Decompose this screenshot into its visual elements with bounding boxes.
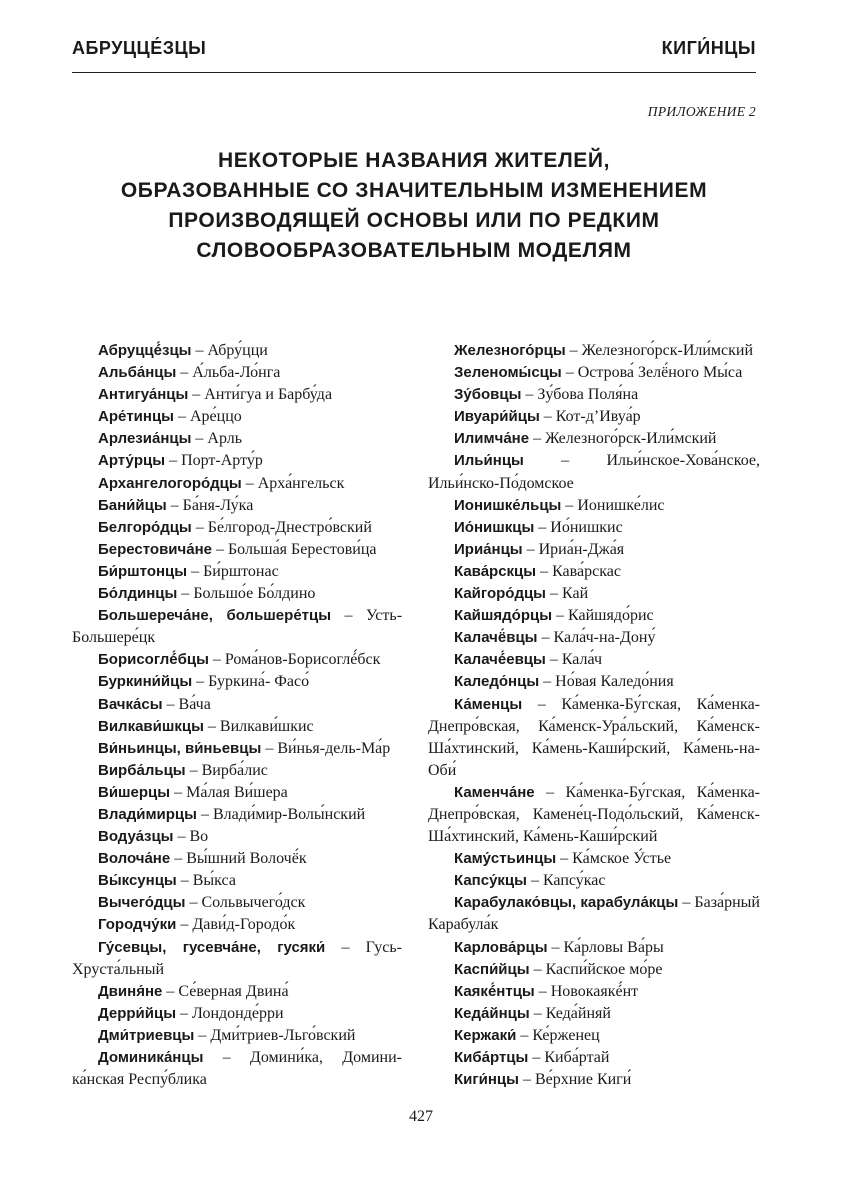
entry-source-name: Арха́нгельск bbox=[257, 474, 345, 492]
dictionary-entry bbox=[72, 870, 402, 892]
entry-headword: Каякé́нтцы bbox=[454, 982, 535, 1000]
entry-headword: Доминика́нцы bbox=[98, 1049, 204, 1066]
entry-separator: – bbox=[545, 651, 562, 669]
entry-source-name: Буркина́- Фасо́ bbox=[208, 673, 310, 691]
dictionary-entry bbox=[428, 1025, 760, 1047]
entry-headword: Городчу́ки bbox=[98, 916, 177, 934]
dictionary-entry bbox=[72, 826, 402, 848]
dictionary-entry bbox=[428, 937, 760, 959]
entry-headword: Вы́ксунцы bbox=[98, 872, 177, 890]
entry-headword: Буркини́йцы bbox=[98, 673, 193, 691]
entry-source-name: Кала́ч bbox=[561, 651, 603, 669]
entry-headword: Киги́нцы bbox=[454, 1071, 519, 1089]
entry-separator: – bbox=[529, 1004, 546, 1022]
entry-source-name: Бе́лгород-Днестро́вский bbox=[207, 518, 372, 536]
dictionary-entry bbox=[72, 362, 402, 384]
entry-separator: – bbox=[325, 938, 366, 956]
dictionary-entry bbox=[428, 539, 760, 561]
entry-separator: – bbox=[534, 783, 566, 801]
entry-headword: Дми́триевцы bbox=[98, 1026, 195, 1044]
dictionary-entry bbox=[72, 782, 402, 804]
entry-headword: Каспи́йцы bbox=[454, 960, 530, 978]
entry-separator: – bbox=[537, 629, 554, 647]
entry-source-name: Дми́триев-Льго́вский bbox=[210, 1026, 356, 1044]
entry-headword: Кайшядо́рцы bbox=[454, 607, 553, 625]
entry-source-name: Ка́рловы Ва́ры bbox=[563, 938, 664, 956]
dictionary-entry bbox=[72, 937, 402, 981]
entry-separator: – bbox=[176, 872, 193, 890]
entry-separator: – bbox=[523, 452, 607, 470]
entry-headword: Илимча́не bbox=[454, 430, 530, 448]
entry-separator: – bbox=[187, 562, 204, 580]
entry-headword: Капсу́кцы bbox=[454, 872, 527, 890]
entry-source-name: Но́вая Каледо́ния bbox=[555, 673, 674, 691]
entry-separator: – bbox=[192, 673, 209, 691]
dictionary-entry bbox=[72, 671, 402, 693]
dictionary-entry bbox=[72, 738, 402, 760]
entry-separator: – bbox=[522, 540, 539, 558]
entry-separator: – bbox=[185, 894, 202, 912]
entry-separator: – bbox=[561, 496, 578, 514]
entry-separator: – bbox=[191, 430, 208, 448]
entry-source-name: Киба́ртай bbox=[544, 1049, 610, 1066]
entry-source-name: Би́рштонас bbox=[203, 562, 279, 580]
entry-separator: – bbox=[211, 540, 228, 558]
entry-source-name: Арль bbox=[207, 430, 243, 448]
entry-separator: – bbox=[536, 562, 553, 580]
dictionary-entry bbox=[428, 561, 760, 583]
dictionary-entry bbox=[428, 981, 760, 1003]
dictionary-entry bbox=[72, 340, 402, 362]
entry-separator: – bbox=[177, 585, 194, 603]
entry-source-name: Каспи́йское мо́ре bbox=[545, 960, 663, 978]
entry-source-name: Анти́гуа и Барбу́да bbox=[204, 386, 333, 404]
dictionary-entry bbox=[428, 428, 760, 450]
entry-source-name: Ба́ня-Лу́ка bbox=[182, 496, 254, 514]
entry-headword: Антигуа́нцы bbox=[98, 386, 189, 404]
entry-separator: – bbox=[534, 518, 551, 536]
entry-separator: – bbox=[678, 894, 695, 912]
entry-source-name: Усть-Большере́цк bbox=[72, 607, 403, 647]
dictionary-entry bbox=[72, 1047, 402, 1091]
entry-separator: – bbox=[518, 1071, 535, 1089]
entry-headword: Волоча́не bbox=[98, 850, 171, 868]
entry-source-name: Больша́я Берестови́ца bbox=[227, 540, 377, 558]
entry-headword: Ви́ньинцы, ви́ньевцы bbox=[98, 739, 262, 757]
dictionary-entry bbox=[428, 892, 760, 936]
dictionary-entry bbox=[428, 671, 760, 693]
entry-source-name: Се́верная Двина́ bbox=[178, 982, 289, 1000]
dictionary-entry bbox=[72, 539, 402, 561]
entry-headword: Арту́рцы bbox=[98, 452, 166, 470]
dictionary-entry bbox=[428, 362, 760, 384]
entry-headword: Ивуари́йцы bbox=[454, 408, 540, 426]
appendix-label: ПРИЛОЖЕНИЕ 2 bbox=[647, 104, 756, 119]
dictionary-entry bbox=[72, 605, 402, 649]
entry-headword: Вилкави́шкцы bbox=[98, 717, 204, 735]
entry-headword: Белгоро́дцы bbox=[98, 518, 192, 536]
entry-separator: – bbox=[261, 739, 278, 757]
entry-headword: Ка́менцы bbox=[454, 695, 523, 713]
entry-headword: Бани́йцы bbox=[98, 496, 167, 514]
entry-headword: Аре́тинцы bbox=[98, 408, 174, 426]
entry-headword: Берестовича́не bbox=[98, 540, 212, 558]
entry-separator: – bbox=[203, 717, 220, 735]
entry-separator: – bbox=[529, 430, 546, 448]
dictionary-entry bbox=[72, 760, 402, 782]
dictionary-entry bbox=[72, 384, 402, 406]
entry-separator: – bbox=[176, 1004, 193, 1022]
dictionary-entry bbox=[428, 406, 760, 428]
entry-source-name: Влади́мир-Волы́нский bbox=[212, 805, 366, 823]
entry-separator: – bbox=[556, 850, 573, 868]
entry-headword: Двиня́не bbox=[98, 982, 163, 1000]
entry-source-name: Дави́д-Городо́к bbox=[192, 916, 296, 934]
entry-headword: Абруццé́зцы bbox=[98, 342, 192, 359]
entry-separator: – bbox=[174, 408, 190, 426]
entry-separator: – bbox=[529, 960, 546, 978]
entry-source-name: Кала́ч-на-Дону́ bbox=[553, 629, 656, 647]
entry-separator: – bbox=[191, 342, 208, 359]
dictionary-entry bbox=[428, 782, 760, 848]
entry-separator: – bbox=[162, 982, 179, 1000]
dictionary-entry bbox=[72, 473, 402, 495]
dictionary-entry bbox=[428, 1047, 760, 1069]
title-line: СЛОВООБРАЗОВАТЕЛЬНЫМ МОДЕЛЯМ bbox=[196, 239, 632, 262]
entry-source-name: Большо́е Бо́лдино bbox=[193, 585, 316, 603]
entry-separator: – bbox=[521, 386, 538, 404]
entry-source-name: Рома́нов-Борисоглé́бск bbox=[224, 651, 381, 669]
entry-source-name: Ка́менка-Бу́гская, Ка́менка-Днепро́вская, Камене́ц-Подо́льский, Ка́менск-Ша́хтинский, Ка́мень-Каши́рский bbox=[428, 783, 760, 846]
entry-source-name: Ио́нишкис bbox=[550, 518, 623, 536]
dictionary-entry bbox=[72, 804, 402, 826]
page-number: 427 bbox=[409, 1108, 433, 1125]
page-title bbox=[72, 146, 756, 266]
entry-headword: Киба́ртцы bbox=[454, 1049, 529, 1066]
entry-headword: Кеда́йнцы bbox=[454, 1004, 530, 1022]
entry-source-name: Ка́менка-Бу́гская, Ка́менка-Днепро́вская, Ка́менск-Ура́льский, Ка́менск-Ша́хтинский, Ка́мень-Каши́рский, Ка́мень-на-Оби́ bbox=[428, 695, 760, 779]
entry-headword: Ио́нишкцы bbox=[454, 518, 535, 536]
entry-headword: Железного́рцы bbox=[454, 342, 566, 359]
entry-separator: – bbox=[546, 585, 562, 603]
dictionary-entry bbox=[428, 627, 760, 649]
entry-headword: Водуа́зцы bbox=[98, 828, 174, 846]
entry-headword: Альба́нцы bbox=[98, 364, 177, 382]
dictionary-entry bbox=[72, 848, 402, 870]
running-head-left: АБРУЦЦЕ́ЗЦЫ bbox=[72, 38, 207, 58]
entry-source-name: Ма́лая Ви́шера bbox=[186, 783, 288, 801]
dictionary-entry bbox=[428, 340, 760, 362]
entry-source-name: Абру́цци bbox=[207, 342, 268, 359]
entry-source-name: Во bbox=[189, 828, 209, 846]
entry-headword: Калачé́евцы bbox=[454, 651, 546, 669]
entry-headword: Бо́лдинцы bbox=[98, 585, 178, 603]
dictionary-entry bbox=[72, 914, 402, 936]
dictionary-entry bbox=[72, 450, 402, 472]
entry-source-name: Кай bbox=[562, 585, 589, 603]
dictionary-entry bbox=[72, 428, 402, 450]
dictionary-entry bbox=[428, 870, 760, 892]
dictionary-entry bbox=[72, 649, 402, 671]
entry-headword: Вачка́сы bbox=[98, 695, 163, 713]
entry-source-name: Железного́рск-Или́мский bbox=[545, 430, 717, 448]
entry-source-name: Вирба́лис bbox=[201, 761, 268, 779]
entry-headword: Каледо́нцы bbox=[454, 673, 540, 691]
left-column bbox=[72, 340, 402, 1091]
dictionary-entry bbox=[72, 561, 402, 583]
entry-separator: – bbox=[539, 673, 556, 691]
entry-source-name: Ке́рженец bbox=[532, 1026, 600, 1044]
entry-source-name: Ве́рхние Киги́ bbox=[534, 1071, 632, 1089]
entry-separator: – bbox=[203, 1049, 250, 1066]
entry-source-name: Гусь-Хруста́льный bbox=[72, 938, 402, 978]
entry-separator: – bbox=[241, 474, 258, 492]
running-head-right: КИГИ́НЦЫ bbox=[661, 38, 756, 58]
dictionary-entry bbox=[428, 450, 760, 494]
dictionary-entry bbox=[72, 583, 402, 605]
entry-source-name: Вы́шний Волочё́к bbox=[186, 850, 307, 868]
dictionary-entry bbox=[72, 716, 402, 738]
entry-headword: Зу́бовцы bbox=[454, 386, 522, 404]
dictionary-entry bbox=[72, 1003, 402, 1025]
entry-separator: – bbox=[526, 872, 543, 890]
entry-headword: Кержаки́ bbox=[454, 1026, 517, 1044]
dictionary-entry bbox=[428, 848, 760, 870]
entry-separator: – bbox=[196, 805, 213, 823]
dictionary-entry bbox=[428, 694, 760, 782]
entry-headword: Би́рштонцы bbox=[98, 562, 188, 580]
entry-headword: Ви́шерцы bbox=[98, 783, 171, 801]
dictionary-entry bbox=[428, 384, 760, 406]
dictionary-entry bbox=[428, 583, 760, 605]
entry-source-name: Новокаякé́нт bbox=[550, 982, 639, 1000]
entry-source-name: Зу́бова Поля́на bbox=[537, 386, 639, 404]
entry-source-name: Лондонде́рри bbox=[192, 1004, 284, 1022]
dictionary-entry bbox=[72, 981, 402, 1003]
entry-headword: Каменча́не bbox=[454, 783, 535, 801]
entry-separator: – bbox=[188, 386, 205, 404]
entry-source-name: Кот-д’Ивуа́р bbox=[555, 408, 641, 426]
entry-separator: – bbox=[534, 982, 551, 1000]
entry-headword: Вирба́льцы bbox=[98, 761, 186, 779]
dictionary-entry bbox=[428, 495, 760, 517]
entry-headword: Кава́рскцы bbox=[454, 562, 537, 580]
entry-separator: – bbox=[173, 828, 190, 846]
entry-separator: – bbox=[176, 916, 193, 934]
entry-source-name: Ка́мское У́стье bbox=[572, 850, 672, 868]
entry-headword: Карлова́рцы bbox=[454, 938, 548, 956]
entry-source-name: А́льба-Ло́нга bbox=[192, 364, 281, 382]
dictionary-entry bbox=[72, 495, 402, 517]
entry-source-name: Ионишке́лис bbox=[577, 496, 665, 514]
entry-headword: Арлезиа́нцы bbox=[98, 430, 192, 448]
entry-source-name: Домини́ка, Домини-ка́нская Респу́блика bbox=[72, 1049, 402, 1089]
entry-headword: Большереча́не, большере́тцы bbox=[98, 607, 332, 625]
entry-separator: – bbox=[191, 518, 208, 536]
entry-source-name: Сольвычего́дск bbox=[201, 894, 306, 912]
entry-source-name: Острова́ Зелё́ного Мы́са bbox=[577, 364, 743, 382]
entry-separator: – bbox=[331, 607, 366, 625]
entry-headword: Зеленомы́сцы bbox=[454, 364, 562, 382]
entry-headword: Кайгоро́дцы bbox=[454, 585, 546, 603]
entry-headword: Борисоглé́бцы bbox=[98, 651, 209, 669]
entry-source-name: Ильи́нское-Хова́нское, Ильи́нско-По́домское bbox=[428, 452, 760, 492]
entry-source-name: Вы́кса bbox=[192, 872, 236, 890]
entry-headword: Ильи́нцы bbox=[454, 452, 524, 470]
entry-separator: – bbox=[166, 496, 183, 514]
entry-headword: Влади́мирцы bbox=[98, 805, 197, 823]
entry-source-name: Вилкави́шкис bbox=[219, 717, 314, 735]
entry-source-name: Железного́рск-Или́мский bbox=[581, 342, 754, 359]
title-line: НЕКОТОРЫЕ НАЗВАНИЯ ЖИТЕЛЕЙ, bbox=[217, 149, 611, 172]
dictionary-entry bbox=[72, 1025, 402, 1047]
entry-headword: Гу́севцы, гусевча́не, гусяки́ bbox=[98, 938, 326, 956]
entry-source-name: Капсу́кас bbox=[542, 872, 606, 890]
entry-separator: – bbox=[170, 850, 187, 868]
dictionary-entry bbox=[72, 892, 402, 914]
entry-separator: – bbox=[561, 364, 578, 382]
entry-source-name: Ва́ча bbox=[178, 695, 211, 713]
entry-separator: – bbox=[194, 1026, 211, 1044]
entry-headword: Ионишке́льцы bbox=[454, 496, 562, 514]
dictionary-entry bbox=[72, 694, 402, 716]
title-line: ОБРАЗОВАННЫЕ СО ЗНАЧИТЕЛЬНЫМ ИЗМЕНЕНИЕМ bbox=[120, 179, 708, 202]
entry-source-name: Порт-Арту́р bbox=[181, 452, 263, 470]
entry-source-name: Кава́рскас bbox=[552, 562, 621, 580]
entry-headword: Калачё́вцы bbox=[454, 629, 538, 647]
dictionary-entry bbox=[428, 605, 760, 627]
entry-source-name: База́рный Карабула́к bbox=[428, 894, 760, 934]
entry-source-name: Кайшядо́рис bbox=[568, 607, 654, 625]
entry-separator: – bbox=[565, 342, 582, 359]
entry-separator: – bbox=[162, 695, 179, 713]
entry-separator: – bbox=[522, 695, 562, 713]
dictionary-entry bbox=[428, 959, 760, 981]
dictionary-entry bbox=[428, 517, 760, 539]
title-line: ПРОИЗВОДЯЩЕЙ ОСНОВЫ ИЛИ ПО РЕДКИМ bbox=[168, 209, 660, 232]
entry-headword: Каму́стьинцы bbox=[454, 850, 557, 868]
entry-headword: Вычего́дцы bbox=[98, 894, 186, 912]
entry-source-name: Ириа́н-Джа́я bbox=[538, 540, 625, 558]
entry-separator: – bbox=[176, 364, 193, 382]
entry-separator: – bbox=[516, 1026, 533, 1044]
right-column bbox=[428, 340, 760, 1091]
entry-separator: – bbox=[547, 938, 564, 956]
entry-source-name: Аре́ццо bbox=[190, 408, 242, 426]
entry-headword: Дерри́йцы bbox=[98, 1004, 177, 1022]
entry-separator: – bbox=[185, 761, 202, 779]
dictionary-entry bbox=[72, 406, 402, 428]
entry-headword: Ириа́нцы bbox=[454, 540, 523, 558]
dictionary-entry bbox=[428, 1069, 760, 1091]
entry-separator: – bbox=[170, 783, 187, 801]
dictionary-entry bbox=[428, 649, 760, 671]
dictionary-entry bbox=[72, 517, 402, 539]
running-head bbox=[72, 38, 756, 66]
entry-source-name: Кеда́йняй bbox=[545, 1004, 611, 1022]
dictionary-entry bbox=[428, 1003, 760, 1025]
entry-separator: – bbox=[208, 651, 225, 669]
entry-separator: – bbox=[528, 1049, 545, 1066]
entry-source-name: Ви́нья-дель-Ма́р bbox=[277, 739, 391, 757]
entry-headword: Карабулако́вцы, карабула́кцы bbox=[454, 894, 679, 912]
entry-separator: – bbox=[539, 408, 556, 426]
header-rule bbox=[72, 72, 756, 73]
entry-headword: Архангелогоро́дцы bbox=[98, 474, 242, 492]
entry-separator: – bbox=[165, 452, 182, 470]
entry-separator: – bbox=[552, 607, 569, 625]
